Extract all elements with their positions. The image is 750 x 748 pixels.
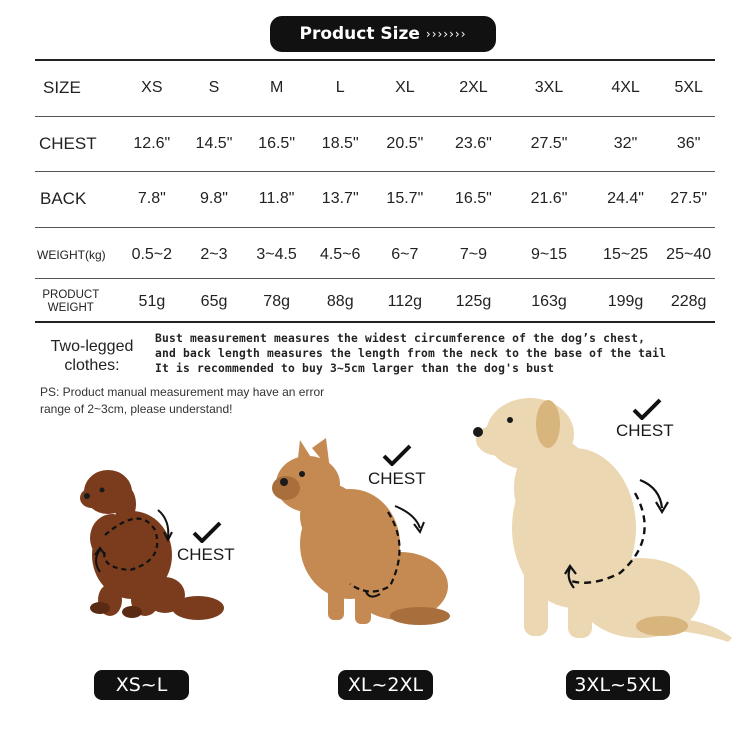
back-cell: 7.8" bbox=[137, 190, 166, 207]
weight-row-label: WEIGHT(kg) bbox=[37, 248, 106, 262]
back-cell: 15.7" bbox=[386, 190, 424, 207]
product-weight-cell: 125g bbox=[455, 293, 492, 310]
two-legged-label-line-2: clothes: bbox=[64, 357, 120, 374]
chest-cell: 27.5" bbox=[530, 135, 568, 152]
table-rule-bottom bbox=[35, 321, 715, 323]
weight-cell: 7~9 bbox=[459, 246, 487, 263]
back-cell: 24.4" bbox=[607, 190, 644, 207]
weight-cell: 15~25 bbox=[603, 246, 648, 263]
note-line: Bust measurement measures the widest circumference of the dog’s chest, bbox=[155, 332, 646, 345]
chest-cell: 16.5" bbox=[258, 135, 295, 152]
weight-cell: 2~3 bbox=[200, 246, 228, 263]
chest-cell: 12.6" bbox=[133, 135, 171, 152]
retriever-chest-label: CHEST bbox=[616, 421, 674, 440]
size-cell: 3XL bbox=[534, 79, 564, 96]
product-weight-row-label bbox=[35, 289, 105, 315]
poodle-chest-label: CHEST bbox=[177, 545, 235, 564]
weight-row bbox=[35, 240, 715, 270]
back-row bbox=[35, 184, 715, 214]
title-text: Product Size bbox=[299, 24, 420, 44]
ps-note bbox=[40, 384, 340, 418]
size-cell: S bbox=[208, 79, 220, 96]
check-icon bbox=[192, 521, 222, 543]
product-size-title bbox=[270, 16, 496, 52]
product-weight-row bbox=[35, 287, 715, 317]
chest-cell: 14.5" bbox=[195, 135, 233, 152]
measurement-note bbox=[155, 331, 715, 376]
back-cell: 16.5" bbox=[455, 190, 492, 207]
back-cell: 13.7" bbox=[321, 190, 359, 207]
chest-row-label: CHEST bbox=[39, 134, 97, 153]
two-legged-label-line-1: Two-legged bbox=[50, 338, 134, 355]
back-cell: 9.8" bbox=[200, 190, 228, 207]
size-row bbox=[35, 73, 715, 103]
product-weight-cell: 88g bbox=[326, 293, 354, 310]
size-cell: 2XL bbox=[459, 79, 488, 96]
chest-cell: 32" bbox=[613, 135, 638, 152]
size-cell: L bbox=[335, 79, 345, 96]
product-weight-cell: 51g bbox=[138, 293, 166, 310]
chest-cell: 20.5" bbox=[386, 135, 424, 152]
table-rule-1 bbox=[35, 116, 715, 117]
weight-cell: 3~4.5 bbox=[256, 246, 297, 263]
ps-line: range of 2~3cm, please understand! bbox=[40, 402, 233, 416]
chest-cell: 36" bbox=[676, 135, 701, 152]
size-range-small: XS~L bbox=[94, 670, 189, 700]
size-cell: M bbox=[269, 79, 284, 96]
bulldog-chest-label: CHEST bbox=[368, 469, 426, 488]
table-rule-top bbox=[35, 59, 715, 61]
note-line: It is recommended to buy 3~5cm larger than the dog's bust bbox=[155, 362, 555, 375]
bulldog-illustration bbox=[270, 436, 470, 632]
weight-cell: 6~7 bbox=[391, 246, 419, 263]
product-weight-cell: 65g bbox=[200, 293, 228, 310]
product-weight-cell: 112g bbox=[387, 293, 423, 310]
product-weight-cell: 78g bbox=[263, 293, 290, 310]
two-legged-label bbox=[40, 337, 144, 375]
chest-row bbox=[35, 129, 715, 159]
chest-cell: 18.5" bbox=[321, 135, 359, 152]
retriever-illustration bbox=[470, 388, 735, 650]
size-row-label: SIZE bbox=[43, 78, 81, 97]
note-line: and back length measures the length from the neck to the base of the tail bbox=[155, 347, 667, 360]
back-row-label: BACK bbox=[40, 189, 87, 208]
product-weight-cell: 199g bbox=[607, 293, 644, 310]
check-icon bbox=[382, 444, 412, 466]
product-weight-cell: 228g bbox=[670, 293, 707, 310]
size-cell: XL bbox=[395, 79, 415, 96]
back-cell: 27.5" bbox=[670, 190, 708, 207]
product-weight-label-line-2: WEIGHT bbox=[47, 302, 94, 314]
chest-cell: 23.6" bbox=[455, 135, 492, 152]
back-cell: 11.8" bbox=[258, 190, 295, 207]
product-weight-label-line-1: PRODUCT bbox=[42, 289, 100, 301]
size-cell: 4XL bbox=[611, 79, 640, 96]
size-cell: 5XL bbox=[674, 79, 703, 96]
chevrons-icon: ››››››› bbox=[425, 27, 467, 41]
size-cell: XS bbox=[141, 79, 163, 96]
weight-cell: 9~15 bbox=[530, 246, 567, 263]
weight-cell: 25~40 bbox=[666, 246, 712, 263]
product-weight-cell: 163g bbox=[531, 293, 567, 310]
weight-cell: 4.5~6 bbox=[319, 246, 361, 263]
table-rule-4 bbox=[35, 278, 715, 279]
table-rule-2 bbox=[35, 171, 715, 172]
size-range-large: 3XL~5XL bbox=[566, 670, 670, 700]
size-range-medium: XL~2XL bbox=[338, 670, 433, 700]
table-rule-3 bbox=[35, 227, 715, 228]
ps-line: PS: Product manual measurement may have an error bbox=[40, 385, 325, 399]
back-cell: 21.6" bbox=[530, 190, 568, 207]
weight-cell: 0.5~2 bbox=[131, 246, 173, 263]
check-icon bbox=[632, 398, 662, 420]
